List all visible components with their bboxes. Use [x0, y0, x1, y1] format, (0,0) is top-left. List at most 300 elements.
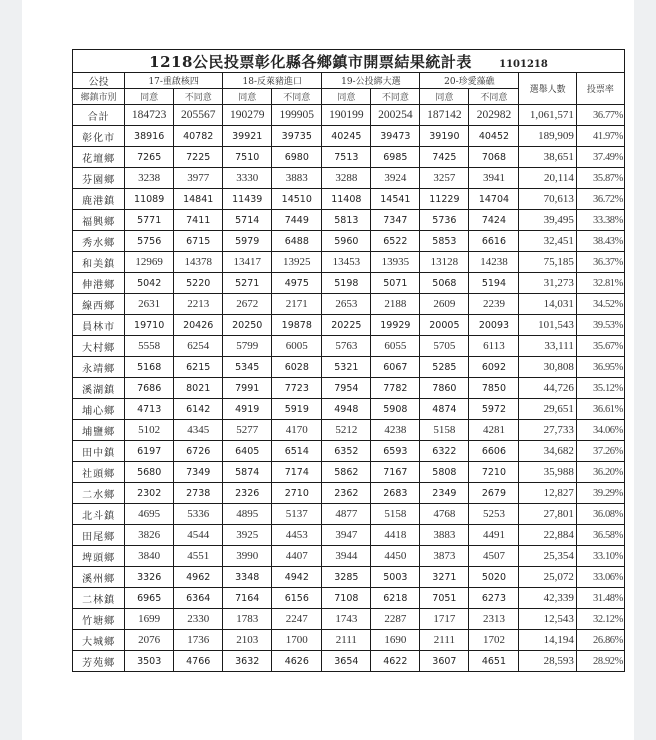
cell-18-disagree: 2171: [272, 294, 322, 315]
cell-18-agree: 1783: [223, 609, 272, 630]
cell-17-disagree: 2330: [174, 609, 223, 630]
cell-19-agree: 3654: [322, 651, 371, 672]
cell-17-disagree: 4345: [174, 420, 223, 441]
row-name: 埔心鄉: [73, 399, 125, 420]
cell-17-disagree: 7349: [174, 462, 223, 483]
cell-17-agree: 1699: [125, 609, 174, 630]
cell-18-agree: 190279: [223, 105, 272, 126]
cell-18-disagree: 6488: [272, 231, 322, 252]
cell-voters: 29,651: [519, 399, 576, 420]
cell-18-disagree: 5137: [272, 504, 322, 525]
header-agree: 同意: [420, 89, 469, 105]
cell-19-agree: 190199: [322, 105, 371, 126]
cell-19-agree: 3285: [322, 567, 371, 588]
table-row: [73, 609, 625, 630]
cell-20-agree: 7051: [420, 588, 469, 609]
cell-voters: 44,726: [519, 378, 576, 399]
cell-18-disagree: 4942: [272, 567, 322, 588]
cell-18-agree: 3990: [223, 546, 272, 567]
cell-18-disagree: 2247: [272, 609, 322, 630]
cell-turnout: 41.97%: [576, 126, 624, 147]
header-disagree: 不同意: [371, 89, 420, 105]
cell-17-agree: 184723: [125, 105, 174, 126]
cell-17-agree: 2302: [125, 483, 174, 504]
cell-19-disagree: 5071: [371, 273, 420, 294]
cell-turnout: 31.48%: [576, 588, 624, 609]
cell-20-agree: 5068: [420, 273, 469, 294]
cell-17-agree: 7686: [125, 378, 174, 399]
cell-20-agree: 7860: [420, 378, 469, 399]
row-name: 埤頭鄉: [73, 546, 125, 567]
cell-turnout: 36.58%: [576, 525, 624, 546]
cell-turnout: 35.87%: [576, 168, 624, 189]
cell-20-agree: 20005: [420, 315, 469, 336]
cell-19-disagree: 5908: [371, 399, 420, 420]
cell-17-agree: 3503: [125, 651, 174, 672]
cell-20-disagree: 6616: [469, 231, 519, 252]
row-name: 福興鄉: [73, 210, 125, 231]
table-row: [73, 651, 625, 672]
table-row: [73, 336, 625, 357]
cell-20-disagree: 40452: [469, 126, 519, 147]
cell-17-disagree: 5336: [174, 504, 223, 525]
header-group-17: 17-重啟核四: [125, 73, 223, 89]
cell-turnout: 35.67%: [576, 336, 624, 357]
cell-17-disagree: 205567: [174, 105, 223, 126]
cell-17-disagree: 4551: [174, 546, 223, 567]
cell-19-disagree: 4238: [371, 420, 420, 441]
cell-turnout: 36.72%: [576, 189, 624, 210]
cell-turnout: 33.38%: [576, 210, 624, 231]
cell-turnout: 36.37%: [576, 252, 624, 273]
cell-19-disagree: 4418: [371, 525, 420, 546]
cell-turnout: 32.12%: [576, 609, 624, 630]
cell-17-agree: 3826: [125, 525, 174, 546]
cell-turnout: 36.08%: [576, 504, 624, 525]
cell-19-disagree: 7167: [371, 462, 420, 483]
cell-17-disagree: 5220: [174, 273, 223, 294]
cell-17-agree: 3238: [125, 168, 174, 189]
cell-20-agree: 5705: [420, 336, 469, 357]
row-name: 社頭鄉: [73, 462, 125, 483]
cell-voters: 27,733: [519, 420, 576, 441]
table-row: [73, 462, 625, 483]
cell-20-disagree: 2679: [469, 483, 519, 504]
cell-voters: 39,495: [519, 210, 576, 231]
cell-20-agree: 3271: [420, 567, 469, 588]
cell-20-agree: 1717: [420, 609, 469, 630]
table-row: [73, 546, 625, 567]
cell-voters: 189,909: [519, 126, 576, 147]
cell-voters: 38,651: [519, 147, 576, 168]
table-row: [73, 210, 625, 231]
cell-18-disagree: 3883: [272, 168, 322, 189]
cell-18-agree: 11439: [223, 189, 272, 210]
cell-voters: 12,543: [519, 609, 576, 630]
cell-turnout: 36.95%: [576, 357, 624, 378]
cell-18-disagree: 6156: [272, 588, 322, 609]
row-name: 竹塘鄉: [73, 609, 125, 630]
cell-17-agree: 5756: [125, 231, 174, 252]
cell-19-disagree: 6522: [371, 231, 420, 252]
table-row: [73, 231, 625, 252]
cell-20-agree: 7425: [420, 147, 469, 168]
cell-17-disagree: 14378: [174, 252, 223, 273]
row-name: 田尾鄉: [73, 525, 125, 546]
header-group-18: 18-反萊豬進口: [223, 73, 322, 89]
cell-18-agree: 7510: [223, 147, 272, 168]
cell-18-disagree: 6514: [272, 441, 322, 462]
cell-19-disagree: 6055: [371, 336, 420, 357]
cell-voters: 33,111: [519, 336, 576, 357]
cell-19-agree: 40245: [322, 126, 371, 147]
table-row: [73, 588, 625, 609]
cell-18-agree: 5271: [223, 273, 272, 294]
cell-19-disagree: 4450: [371, 546, 420, 567]
cell-18-agree: 5799: [223, 336, 272, 357]
cell-20-disagree: 5972: [469, 399, 519, 420]
cell-18-agree: 5277: [223, 420, 272, 441]
cell-17-agree: 6965: [125, 588, 174, 609]
row-name: 線西鄉: [73, 294, 125, 315]
cell-19-agree: 2362: [322, 483, 371, 504]
cell-17-disagree: 2213: [174, 294, 223, 315]
table-row: [73, 294, 625, 315]
cell-19-agree: 3947: [322, 525, 371, 546]
cell-turnout: 36.77%: [576, 105, 624, 126]
header-group-20: 20-珍愛藻礁: [420, 73, 519, 89]
cell-19-agree: 3288: [322, 168, 371, 189]
cell-18-agree: 4895: [223, 504, 272, 525]
cell-turnout: 36.61%: [576, 399, 624, 420]
cell-17-agree: 4713: [125, 399, 174, 420]
cell-20-agree: 3607: [420, 651, 469, 672]
cell-20-disagree: 7424: [469, 210, 519, 231]
cell-18-agree: 4919: [223, 399, 272, 420]
cell-19-agree: 5960: [322, 231, 371, 252]
table-row: [73, 378, 625, 399]
cell-19-disagree: 3924: [371, 168, 420, 189]
cell-17-disagree: 6215: [174, 357, 223, 378]
row-name: 員林市: [73, 315, 125, 336]
table-row: [73, 399, 625, 420]
cell-18-agree: 5979: [223, 231, 272, 252]
table-row: [73, 504, 625, 525]
cell-17-agree: 7265: [125, 147, 174, 168]
cell-17-disagree: 8021: [174, 378, 223, 399]
cell-turnout: 38.43%: [576, 231, 624, 252]
cell-voters: 70,613: [519, 189, 576, 210]
cell-18-disagree: 1700: [272, 630, 322, 651]
cell-20-agree: 3883: [420, 525, 469, 546]
table-row: [73, 525, 625, 546]
cell-19-agree: 4948: [322, 399, 371, 420]
table-row: [73, 252, 625, 273]
cell-voters: 32,451: [519, 231, 576, 252]
cell-19-agree: 2111: [322, 630, 371, 651]
row-name: 二水鄉: [73, 483, 125, 504]
cell-19-disagree: 200254: [371, 105, 420, 126]
cell-voters: 22,884: [519, 525, 576, 546]
cell-19-agree: 6352: [322, 441, 371, 462]
cell-20-disagree: 202982: [469, 105, 519, 126]
cell-17-agree: 6197: [125, 441, 174, 462]
cell-19-agree: 7108: [322, 588, 371, 609]
cell-20-disagree: 2239: [469, 294, 519, 315]
cell-18-disagree: 4975: [272, 273, 322, 294]
cell-18-agree: 6405: [223, 441, 272, 462]
cell-20-agree: 187142: [420, 105, 469, 126]
cell-voters: 34,682: [519, 441, 576, 462]
cell-20-agree: 39190: [420, 126, 469, 147]
cell-18-disagree: 5919: [272, 399, 322, 420]
cell-18-agree: 5874: [223, 462, 272, 483]
cell-20-disagree: 7850: [469, 378, 519, 399]
cell-19-agree: 5813: [322, 210, 371, 231]
cell-17-agree: 5102: [125, 420, 174, 441]
table-row: [73, 441, 625, 462]
cell-17-disagree: 7225: [174, 147, 223, 168]
row-name: 溪湖鎮: [73, 378, 125, 399]
cell-turnout: 34.06%: [576, 420, 624, 441]
cell-20-agree: 6322: [420, 441, 469, 462]
cell-17-agree: 2076: [125, 630, 174, 651]
cell-20-disagree: 6606: [469, 441, 519, 462]
cell-19-agree: 1743: [322, 609, 371, 630]
row-name: 二林鎮: [73, 588, 125, 609]
cell-20-disagree: 14704: [469, 189, 519, 210]
cell-17-disagree: 6142: [174, 399, 223, 420]
cell-19-agree: 20225: [322, 315, 371, 336]
cell-20-disagree: 2313: [469, 609, 519, 630]
cell-voters: 14,031: [519, 294, 576, 315]
cell-19-agree: 5212: [322, 420, 371, 441]
cell-19-disagree: 2188: [371, 294, 420, 315]
cell-17-disagree: 6726: [174, 441, 223, 462]
cell-17-agree: 5042: [125, 273, 174, 294]
cell-17-agree: 2631: [125, 294, 174, 315]
cell-17-agree: 5680: [125, 462, 174, 483]
table-row: [73, 357, 625, 378]
cell-18-disagree: 7174: [272, 462, 322, 483]
cell-19-agree: 5862: [322, 462, 371, 483]
cell-17-disagree: 14841: [174, 189, 223, 210]
table-row: [73, 630, 625, 651]
table-row: [73, 168, 625, 189]
cell-18-agree: 7991: [223, 378, 272, 399]
cell-19-agree: 13453: [322, 252, 371, 273]
cell-19-disagree: 5158: [371, 504, 420, 525]
cell-turnout: 36.20%: [576, 462, 624, 483]
cell-17-agree: 5771: [125, 210, 174, 231]
table-row: [73, 420, 625, 441]
cell-18-disagree: 13925: [272, 252, 322, 273]
cell-20-disagree: 14238: [469, 252, 519, 273]
cell-20-agree: 4768: [420, 504, 469, 525]
cell-19-disagree: 6067: [371, 357, 420, 378]
cell-voters: 1,061,571: [519, 105, 576, 126]
cell-19-disagree: 2683: [371, 483, 420, 504]
row-name: 永靖鄉: [73, 357, 125, 378]
cell-20-agree: 13128: [420, 252, 469, 273]
header-corner-top: 公投: [73, 73, 125, 89]
cell-18-agree: 13417: [223, 252, 272, 273]
row-name: 大村鄉: [73, 336, 125, 357]
cell-voters: 30,808: [519, 357, 576, 378]
cell-17-disagree: 4544: [174, 525, 223, 546]
cell-17-disagree: 20426: [174, 315, 223, 336]
table-row: [73, 483, 625, 504]
cell-18-disagree: 6980: [272, 147, 322, 168]
cell-turnout: 37.26%: [576, 441, 624, 462]
cell-20-agree: 11229: [420, 189, 469, 210]
cell-20-disagree: 4281: [469, 420, 519, 441]
cell-20-disagree: 6273: [469, 588, 519, 609]
cell-20-disagree: 7068: [469, 147, 519, 168]
cell-17-agree: 38916: [125, 126, 174, 147]
cell-18-disagree: 4407: [272, 546, 322, 567]
cell-voters: 12,827: [519, 483, 576, 504]
cell-19-agree: 3944: [322, 546, 371, 567]
cell-19-agree: 5198: [322, 273, 371, 294]
cell-18-disagree: 6028: [272, 357, 322, 378]
cell-18-agree: 3632: [223, 651, 272, 672]
cell-19-disagree: 13935: [371, 252, 420, 273]
total-row: [73, 105, 625, 126]
cell-19-disagree: 5003: [371, 567, 420, 588]
table-title: 1218公民投票彰化縣各鄉鎮市開票結果統計表: [149, 52, 472, 71]
header-turnout: 投票率: [576, 73, 624, 105]
cell-20-disagree: 4507: [469, 546, 519, 567]
cell-19-disagree: 14541: [371, 189, 420, 210]
cell-18-disagree: 4170: [272, 420, 322, 441]
cell-18-disagree: 7723: [272, 378, 322, 399]
row-name: 和美鎮: [73, 252, 125, 273]
cell-17-agree: 12969: [125, 252, 174, 273]
header-group-19: 19-公投綁大選: [322, 73, 420, 89]
cell-19-agree: 11408: [322, 189, 371, 210]
cell-20-agree: 2111: [420, 630, 469, 651]
document-page: [22, 0, 634, 740]
cell-17-agree: 3840: [125, 546, 174, 567]
cell-17-disagree: 6364: [174, 588, 223, 609]
cell-voters: 25,354: [519, 546, 576, 567]
cell-18-agree: 7164: [223, 588, 272, 609]
row-name: 芬園鄉: [73, 168, 125, 189]
cell-19-disagree: 39473: [371, 126, 420, 147]
header-agree: 同意: [125, 89, 174, 105]
cell-17-disagree: 1736: [174, 630, 223, 651]
cell-20-disagree: 5020: [469, 567, 519, 588]
cell-20-agree: 4874: [420, 399, 469, 420]
cell-19-disagree: 7782: [371, 378, 420, 399]
cell-18-agree: 3330: [223, 168, 272, 189]
cell-19-agree: 4877: [322, 504, 371, 525]
cell-18-agree: 2672: [223, 294, 272, 315]
cell-voters: 42,339: [519, 588, 576, 609]
cell-19-disagree: 6218: [371, 588, 420, 609]
cell-20-agree: 5736: [420, 210, 469, 231]
cell-17-disagree: 4766: [174, 651, 223, 672]
row-name: 田中鎮: [73, 441, 125, 462]
table-row: [73, 567, 625, 588]
table-row: [73, 126, 625, 147]
cell-18-agree: 3925: [223, 525, 272, 546]
cell-17-disagree: 4962: [174, 567, 223, 588]
cell-19-agree: 7954: [322, 378, 371, 399]
table-row: [73, 147, 625, 168]
cell-17-disagree: 3977: [174, 168, 223, 189]
row-name: 秀水鄉: [73, 231, 125, 252]
cell-18-disagree: 7449: [272, 210, 322, 231]
cell-20-disagree: 7210: [469, 462, 519, 483]
cell-20-disagree: 1702: [469, 630, 519, 651]
cell-17-agree: 3326: [125, 567, 174, 588]
cell-18-disagree: 14510: [272, 189, 322, 210]
header-agree: 同意: [223, 89, 272, 105]
cell-20-agree: 5285: [420, 357, 469, 378]
row-name: 伸港鄉: [73, 273, 125, 294]
cell-20-agree: 5808: [420, 462, 469, 483]
cell-voters: 25,072: [519, 567, 576, 588]
cell-18-disagree: 4626: [272, 651, 322, 672]
header-agree: 同意: [322, 89, 371, 105]
cell-20-agree: 3257: [420, 168, 469, 189]
cell-20-disagree: 5253: [469, 504, 519, 525]
cell-18-agree: 5345: [223, 357, 272, 378]
cell-20-disagree: 4651: [469, 651, 519, 672]
cell-19-disagree: 6985: [371, 147, 420, 168]
cell-17-disagree: 40782: [174, 126, 223, 147]
header-disagree: 不同意: [469, 89, 519, 105]
cell-voters: 35,988: [519, 462, 576, 483]
cell-turnout: 28.92%: [576, 651, 624, 672]
cell-17-agree: 4695: [125, 504, 174, 525]
cell-18-disagree: 6005: [272, 336, 322, 357]
row-name: 芳苑鄉: [73, 651, 125, 672]
cell-19-disagree: 7347: [371, 210, 420, 231]
row-name: 大城鄉: [73, 630, 125, 651]
cell-turnout: 39.29%: [576, 483, 624, 504]
cell-18-agree: 2103: [223, 630, 272, 651]
row-name: 鹿港鎮: [73, 189, 125, 210]
cell-19-agree: 5763: [322, 336, 371, 357]
cell-20-agree: 2349: [420, 483, 469, 504]
cell-voters: 101,543: [519, 315, 576, 336]
cell-18-agree: 39921: [223, 126, 272, 147]
cell-20-agree: 3873: [420, 546, 469, 567]
header-corner-bottom: 鄉鎮市別: [73, 89, 125, 105]
cell-19-disagree: 2287: [371, 609, 420, 630]
cell-20-disagree: 5194: [469, 273, 519, 294]
cell-19-agree: 5321: [322, 357, 371, 378]
header-voters: 選舉人數: [519, 73, 576, 105]
table-row: [73, 189, 625, 210]
table-date-code: 1101218: [499, 58, 548, 70]
cell-18-disagree: 19878: [272, 315, 322, 336]
cell-17-agree: 5558: [125, 336, 174, 357]
title-row: [73, 50, 625, 73]
cell-19-disagree: 4622: [371, 651, 420, 672]
cell-17-disagree: 2738: [174, 483, 223, 504]
cell-17-disagree: 7411: [174, 210, 223, 231]
row-name: 溪州鄉: [73, 567, 125, 588]
cell-20-disagree: 4491: [469, 525, 519, 546]
cell-19-disagree: 19929: [371, 315, 420, 336]
cell-voters: 20,114: [519, 168, 576, 189]
cell-19-disagree: 6593: [371, 441, 420, 462]
header-row-groups: [73, 73, 625, 89]
